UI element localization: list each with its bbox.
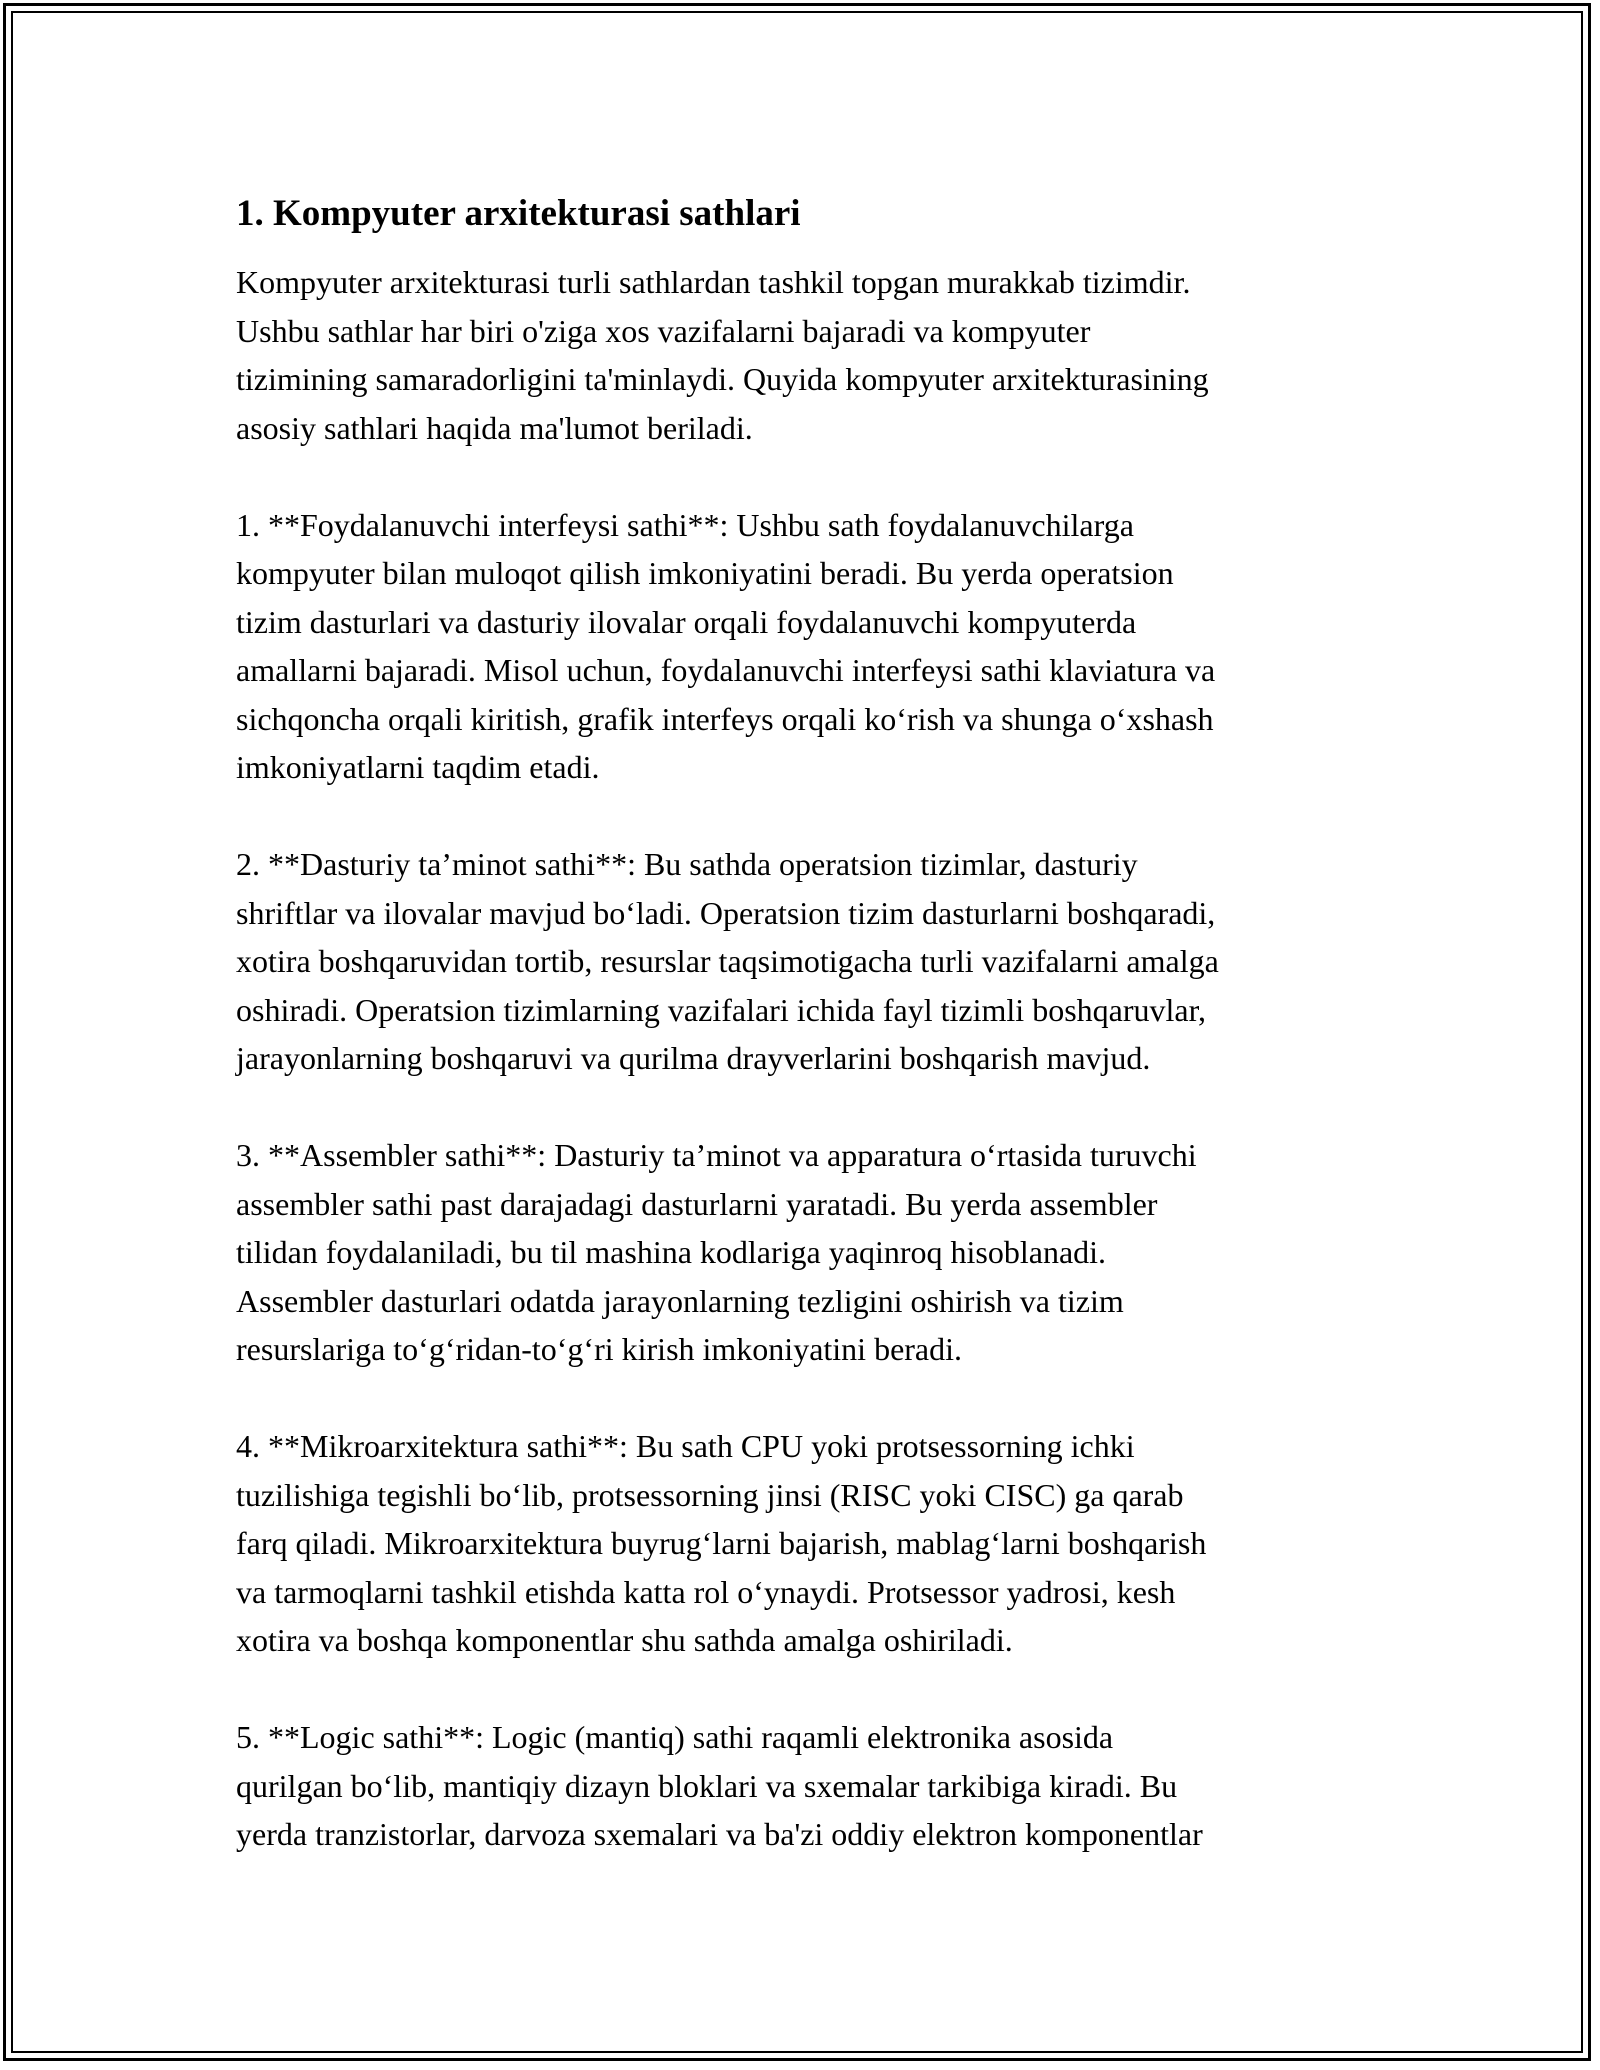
text-line: tilidan foydalaniladi, bu til mashina kodlariga yaqinroq hisoblanadi. bbox=[236, 1234, 1107, 1270]
text-line: xotira boshqaruvidan tortib, resurslar taqsimotigacha turli vazifalarni amalga bbox=[236, 943, 1219, 979]
section-paragraph-5 bbox=[236, 1713, 1376, 1859]
text-line: farq qiladi. Mikroarxitektura buyrugʻlarni bajarish, mablagʻlarni boshqarish bbox=[236, 1525, 1207, 1561]
text-line: Ushbu sathlar har biri o'ziga xos vazifalarni bajaradi va kompyuter bbox=[236, 312, 1091, 349]
section-paragraph-1 bbox=[236, 501, 1376, 792]
section-paragraph-2 bbox=[236, 840, 1376, 1083]
text-line: asosiy sathlari haqida ma'lumot beriladi. bbox=[236, 409, 753, 446]
text-line: oshiradi. Operatsion tizimlarning vazifalari ichida fayl tizimli boshqaruvlar, bbox=[236, 991, 1206, 1028]
text-line: tuzilishiga tegishli boʻlib, protsessorning jinsi (RISC yoki CISC) ga qarab bbox=[236, 1476, 1184, 1513]
text-line: shriftlar va ilovalar mavjud boʻladi. Operatsion tizim dasturlarni boshqaradi, bbox=[236, 894, 1216, 931]
text-line: Assembler dasturlari odatda jarayonlarning tezligini oshirish va tizim bbox=[236, 1282, 1124, 1319]
text-line: 4. **Mikroarxitektura sathi**: Bu sath CPU yoki protsessorning ichki bbox=[236, 1428, 1135, 1464]
text-line: Kompyuter arxitekturasi turli sathlardan tashkil topgan murakkab tizimdir. bbox=[236, 264, 1191, 300]
text-line: assembler sathi past darajadagi dasturlarni yaratadi. Bu yerda assembler bbox=[236, 1185, 1158, 1222]
text-line: tizim dasturlari va dasturiy ilovalar orqali foydalanuvchi kompyuterda bbox=[236, 603, 1137, 640]
text-line: 3. **Assembler sathi**: Dasturiy ta’minot va apparatura oʻrtasida turuvchi bbox=[236, 1137, 1197, 1173]
text-line: xotira va boshqa komponentlar shu sathda amalga oshiriladi. bbox=[236, 1622, 1013, 1658]
text-line: va tarmoqlarni tashkil etishda katta rol oʻynaydi. Protsessor yadrosi, kesh bbox=[236, 1573, 1176, 1610]
section-paragraph-3 bbox=[236, 1131, 1376, 1374]
text-line: 2. **Dasturiy ta’minot sathi**: Bu sathda operatsion tizimlar, dasturiy bbox=[236, 846, 1138, 882]
text-line: qurilgan boʻlib, mantiqiy dizayn bloklari va sxemalar tarkibiga kiradi. Bu bbox=[236, 1767, 1178, 1804]
text-line: 5. **Logic sathi**: Logic (mantiq) sathi raqamli elektronika asosida bbox=[236, 1719, 1114, 1755]
section-paragraph-4 bbox=[236, 1422, 1376, 1665]
text-line: yerda tranzistorlar, darvoza sxemalari va ba'zi oddiy elektron komponentlar bbox=[236, 1816, 1203, 1852]
text-line: sichqoncha orqali kiritish, grafik interfeys orqali koʻrish va shunga oʻxshash bbox=[236, 700, 1214, 737]
text-line: 1. **Foydalanuvchi interfeysi sathi**: Ushbu sath foydalanuvchilarga bbox=[236, 506, 1134, 543]
document-body bbox=[236, 188, 1376, 1907]
document-title: 1. Kompyuter arxitekturasi sathlari bbox=[236, 193, 801, 234]
intro-paragraph bbox=[236, 258, 1376, 452]
text-line: amallarni bajaradi. Misol uchun, foydalanuvchi interfeysi sathi klaviatura va bbox=[236, 652, 1216, 688]
text-line: resurslariga toʻgʻridan-toʻgʻri kirish imkoniyatini beradi. bbox=[236, 1331, 963, 1367]
text-line: imkoniyatlarni taqdim etadi. bbox=[236, 749, 600, 785]
text-line: jarayonlarning boshqaruvi va qurilma drayverlarini boshqarish mavjud. bbox=[236, 1040, 1151, 1076]
text-line: kompyuter bilan muloqot qilish imkoniyatini beradi. Bu yerda operatsion bbox=[236, 555, 1174, 591]
text-line: tizimining samaradorligini ta'minlaydi. Quyida kompyuter arxitekturasining bbox=[236, 361, 1209, 397]
